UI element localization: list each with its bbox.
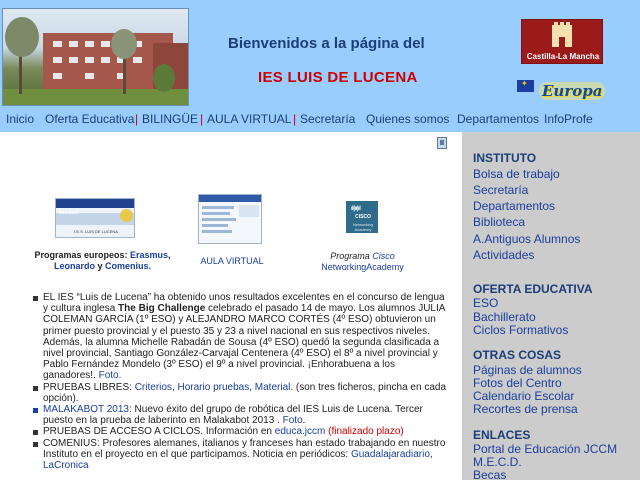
news-text: PRUEBAS DE ACCESO A CICLOS. Información en — [43, 426, 275, 438]
sidebar-link-ciclos[interactable]: Ciclos Formativos — [473, 323, 569, 337]
material-link[interactable]: Material — [254, 381, 291, 393]
erasmus-image-label: ERASMUS — [59, 210, 80, 215]
sidebar-link-recortes[interactable]: Recortes de prensa — [473, 402, 578, 416]
cisco-link[interactable]: Cisco — [372, 251, 395, 261]
printer-icon[interactable] — [437, 137, 447, 149]
nav-inicio[interactable]: Inicio — [6, 112, 35, 126]
sidebar-heading-instituto: INSTITUTO — [473, 151, 537, 165]
cisco-logo-text: CISCO — [355, 214, 371, 220]
sidebar-link-portal-jccm[interactable]: Portal de Educación JCCM — [473, 442, 618, 456]
bullet-icon — [33, 408, 38, 413]
sidebar-link-bolsa-trabajo[interactable]: Bolsa de trabajo — [473, 167, 560, 181]
guadalajaradiario-link[interactable]: Guadalajaradiario — [350, 448, 430, 460]
erasmus-image-caption: I.E.S. LUIS DE LUCENA — [74, 229, 118, 234]
sidebar-heading-oferta: OFERTA EDUCATIVA — [473, 282, 593, 296]
castle-icon — [552, 25, 572, 47]
header-banner — [0, 0, 640, 108]
cisco-bars-icon: ıl|ıı|ıl — [351, 206, 361, 212]
nav-departamentos[interactable]: Departamentos — [457, 112, 540, 126]
school-building-photo — [2, 8, 189, 106]
erasmus-banner-image[interactable] — [55, 198, 135, 238]
news-text: PRUEBAS LIBRES: — [43, 381, 135, 393]
news-text: , — [249, 381, 255, 393]
aula-virtual-caption[interactable]: AULA VIRTUAL — [200, 256, 264, 266]
malakabot-link[interactable]: MALAKABOT 2013 — [43, 404, 129, 416]
news-item-pruebas-libres — [33, 382, 449, 404]
nav-infoprofe[interactable]: InfoProfe — [544, 112, 593, 126]
news-list — [33, 292, 449, 471]
sidebar — [462, 132, 640, 480]
bullet-icon — [33, 442, 38, 447]
news-bold-text: The Big Challenge — [118, 303, 206, 315]
erasmus-link[interactable]: Erasmus — [129, 250, 169, 260]
cisco-academy-logo[interactable] — [346, 201, 378, 233]
news-text: EL IES “Luis de Lucena” ha obtenido unos resultados excelentes en el concurso de lengua y cultura inglesa — [43, 292, 445, 315]
news-item-comenius — [33, 438, 449, 472]
europa-logo[interactable] — [517, 76, 607, 108]
sidebar-heading-enlaces: ENLACES — [473, 428, 531, 442]
erasmus-seal-icon — [120, 209, 133, 222]
castilla-la-mancha-logo[interactable] — [521, 19, 603, 64]
sidebar-link-mecd[interactable]: M.E.C.D. — [473, 455, 522, 469]
leonardo-link[interactable]: Leonardo — [53, 261, 95, 271]
horario-pruebas-link[interactable]: Horario pruebas — [177, 381, 250, 393]
erasmus-caption-and: y — [94, 261, 105, 271]
sidebar-link-eso[interactable]: ESO — [473, 296, 499, 310]
sidebar-link-fotos-centro[interactable]: Fotos del Centro — [473, 376, 562, 390]
main-navigation — [0, 108, 640, 132]
sidebar-link-antiguos-alumnos[interactable]: A.Antiguos Alumnos — [473, 232, 581, 246]
lacronica-link[interactable]: LaCronica — [43, 460, 89, 472]
sidebar-heading-otras: OTRAS COSAS — [473, 348, 562, 362]
criterios-link[interactable]: Criterios — [134, 381, 172, 393]
sidebar-link-paginas-alumnos[interactable]: Páginas de alumnos — [473, 363, 582, 377]
eu-flag-icon — [517, 80, 534, 92]
news-item-big-challenge — [33, 292, 449, 382]
sidebar-link-calendario[interactable]: Calendario Escolar — [473, 389, 575, 403]
news-item-acceso-ciclos — [33, 426, 449, 437]
nav-bilingue[interactable]: BILINGÜE — [142, 112, 199, 126]
news-text: COMENIUS: Profesores alemanes, italianos y franceses han estado trabajando en nuestro Instituto en el proyecto en el que participamos. Noticia en periódicos: — [43, 437, 446, 460]
news-text: : Nuevo éxito del grupo de robótica del IES Luis de Lucena. Tercer puesto en la prueba de laberinto en Malakabot 2013 . — [43, 404, 423, 427]
news-text: . (son tres ficheros, pincha en cada opción). — [43, 381, 446, 404]
welcome-heading: Bienvenidos a la página del — [228, 35, 425, 52]
sidebar-link-bachillerato[interactable]: Bachillerato — [473, 310, 536, 324]
news-text: . — [302, 415, 306, 427]
educa-jccm-link[interactable]: educa.jccm — [274, 426, 326, 438]
nav-quienes-somos[interactable]: Quienes somos — [366, 112, 450, 126]
networking-academy-link[interactable]: NetworkingAcademy — [321, 262, 404, 272]
malakabot-photo-link[interactable]: Foto — [282, 415, 303, 427]
bullet-icon — [33, 386, 38, 391]
clm-logo-text: Castilla-La Mancha — [526, 52, 600, 61]
bullet-icon — [33, 296, 38, 301]
cisco-caption-prefix: Programa — [330, 251, 373, 261]
sidebar-link-secretaria[interactable]: Secretaría — [473, 183, 529, 197]
nav-separator: | — [200, 112, 204, 126]
nav-separator: | — [293, 112, 297, 126]
news-text: celebrado el pasado 14 de mayo. Los alumnos JULIA COLEMAN GARCÍA (1º ESO) y ALEJANDRO MARCO CORTÉS (4º ESO) obtuvieron un primer puesto provincial y el puesto 35 y 23 a nivel nacional en sus respectivos niveles. Además, la alumna Michelle Rabadán de Sousa (4º ESO) quedó la segunda clasificada a nivel provincial, Santiago González-Carvajal Centenera (4º ESO) el 8º a nivel provincial y Pablo Fernández Mondelo (3º ESO) el 9º a nivel provincial. ¡Enhorabuena a los ganadores!. — [43, 303, 445, 382]
nav-separator: | — [135, 112, 139, 126]
news-text: , — [171, 381, 178, 393]
comenius-link[interactable]: Comenius. — [105, 261, 152, 271]
erasmus-caption-comma: , — [168, 250, 171, 260]
big-challenge-photo-link[interactable]: Foto. — [98, 370, 122, 382]
cisco-caption — [315, 251, 410, 273]
europa-logo-text: Europa — [539, 82, 605, 100]
sidebar-link-actividades[interactable]: Actividades — [473, 248, 535, 262]
erasmus-caption — [30, 250, 175, 272]
finalizado-plazo-note: (finalizado plazo) — [328, 426, 404, 438]
nav-secretaria[interactable]: Secretaría — [300, 112, 356, 126]
sidebar-link-departamentos[interactable]: Departamentos — [473, 199, 556, 213]
school-name-heading: IES LUIS DE LUCENA — [258, 69, 418, 86]
nav-aula-virtual[interactable]: AULA VIRTUAL — [207, 112, 292, 126]
sidebar-link-biblioteca[interactable]: Biblioteca — [473, 215, 526, 229]
bullet-icon — [33, 430, 38, 435]
aula-virtual-screenshot[interactable] — [198, 194, 262, 244]
erasmus-caption-prefix: Programas europeos: — [34, 250, 130, 260]
sidebar-link-becas[interactable]: Becas — [473, 468, 507, 480]
news-text: , — [429, 448, 433, 460]
cisco-logo-subtitle: Networking Academy — [352, 222, 373, 232]
news-item-malakabot — [33, 404, 449, 426]
nav-oferta-educativa[interactable]: Oferta Educativa — [45, 112, 135, 126]
